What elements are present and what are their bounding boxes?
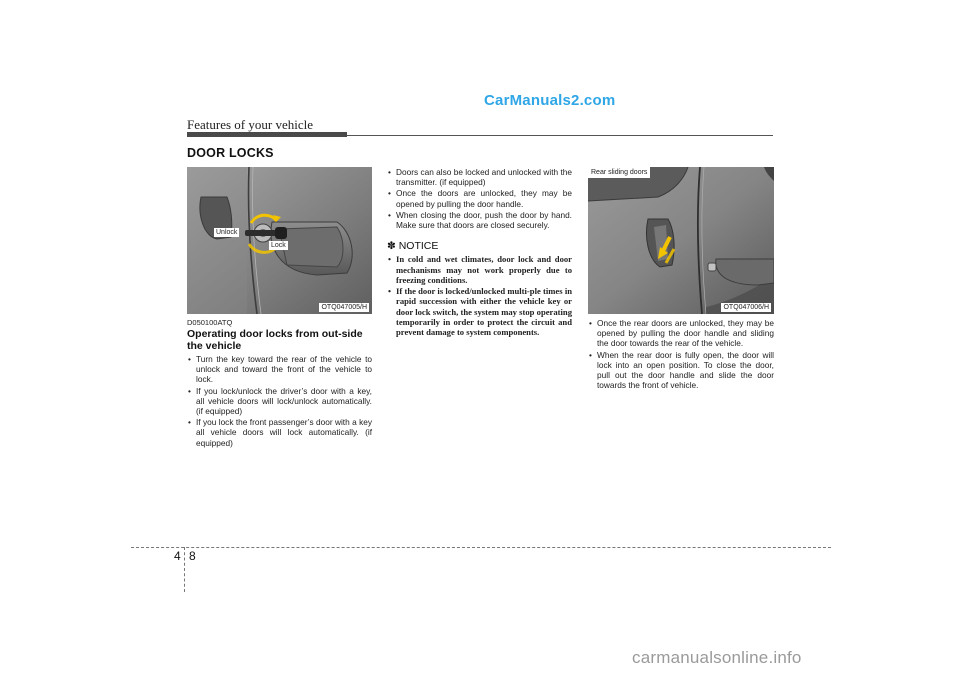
header-rule-dark bbox=[187, 132, 347, 137]
list-item: • In cold and wet climates, door lock and door mechanisms may not work properly due to freezing conditions. bbox=[387, 254, 572, 285]
subsection-heading: Operating door locks from out-side the vehicle bbox=[187, 328, 363, 352]
footer-rule bbox=[131, 547, 831, 548]
section-title: DOOR LOCKS bbox=[187, 146, 274, 160]
footer-divider bbox=[184, 547, 185, 592]
callout-unlock: Unlock bbox=[216, 229, 238, 236]
running-header-title: Features of your vehicle bbox=[187, 117, 313, 132]
notice-title: ✽ NOTICE bbox=[387, 240, 439, 253]
reference-code: D050100ATQ bbox=[187, 318, 233, 327]
column-1-text bbox=[187, 354, 372, 449]
column-3-text bbox=[588, 318, 774, 391]
figure-rear-sliding-door bbox=[588, 167, 774, 314]
figure-label: Rear sliding doors bbox=[588, 167, 650, 178]
list-item: • If you lock the front passenger’s door with a key all vehicle doors will lock automatically. (if equipped) bbox=[187, 417, 372, 448]
header-rule-line bbox=[347, 135, 773, 136]
bullet-list bbox=[387, 167, 572, 230]
page-section-number: 4 bbox=[174, 549, 181, 563]
list-item: • Doors can also be locked and unlocked with the transmitter. (if equipped) bbox=[387, 167, 572, 187]
column-2-text bbox=[387, 167, 572, 339]
watermark-top: CarManuals2.com bbox=[484, 92, 616, 109]
list-item: • Turn the key toward the rear of the vehicle to unlock and toward the front of the vehicle to lock. bbox=[187, 354, 372, 385]
notice-list bbox=[387, 254, 572, 337]
callout-lock: Lock bbox=[271, 242, 286, 249]
bullet-list bbox=[187, 354, 372, 448]
watermark-bottom: carmanualsonline.info bbox=[632, 648, 802, 667]
figure-door-key-lock bbox=[187, 167, 372, 314]
figure-code: OTQ047006/H bbox=[723, 304, 769, 311]
list-item: • If the door is locked/unlocked multi-ple times in rapid succession with either the vehicle key or door lock switch, the system may stop operating temporarily in order to protect the circuit and prevent damage to system components. bbox=[387, 286, 572, 337]
page-number: 8 bbox=[189, 549, 196, 563]
list-item: • Once the rear doors are unlocked, they may be opened by pulling the door handle and sliding the door towards the rear of the vehicle. bbox=[588, 318, 774, 349]
list-item: • If you lock/unlock the driver’s door with a key, all vehicle doors will lock/unlock automatically. (if equipped) bbox=[187, 386, 372, 417]
figure-code: OTQ047005/H bbox=[321, 304, 367, 311]
list-item: • When the rear door is fully open, the door will lock into an open position. To close the door, pull out the door handle and slide the door towards the front of vehicle. bbox=[588, 350, 774, 391]
list-item: • When closing the door, push the door by hand. Make sure that doors are closed securely. bbox=[387, 210, 572, 230]
sliding-door-illustration bbox=[588, 167, 774, 314]
bullet-list bbox=[588, 318, 774, 390]
list-item: • Once the doors are unlocked, they may be opened by pulling the door handle. bbox=[387, 188, 572, 208]
